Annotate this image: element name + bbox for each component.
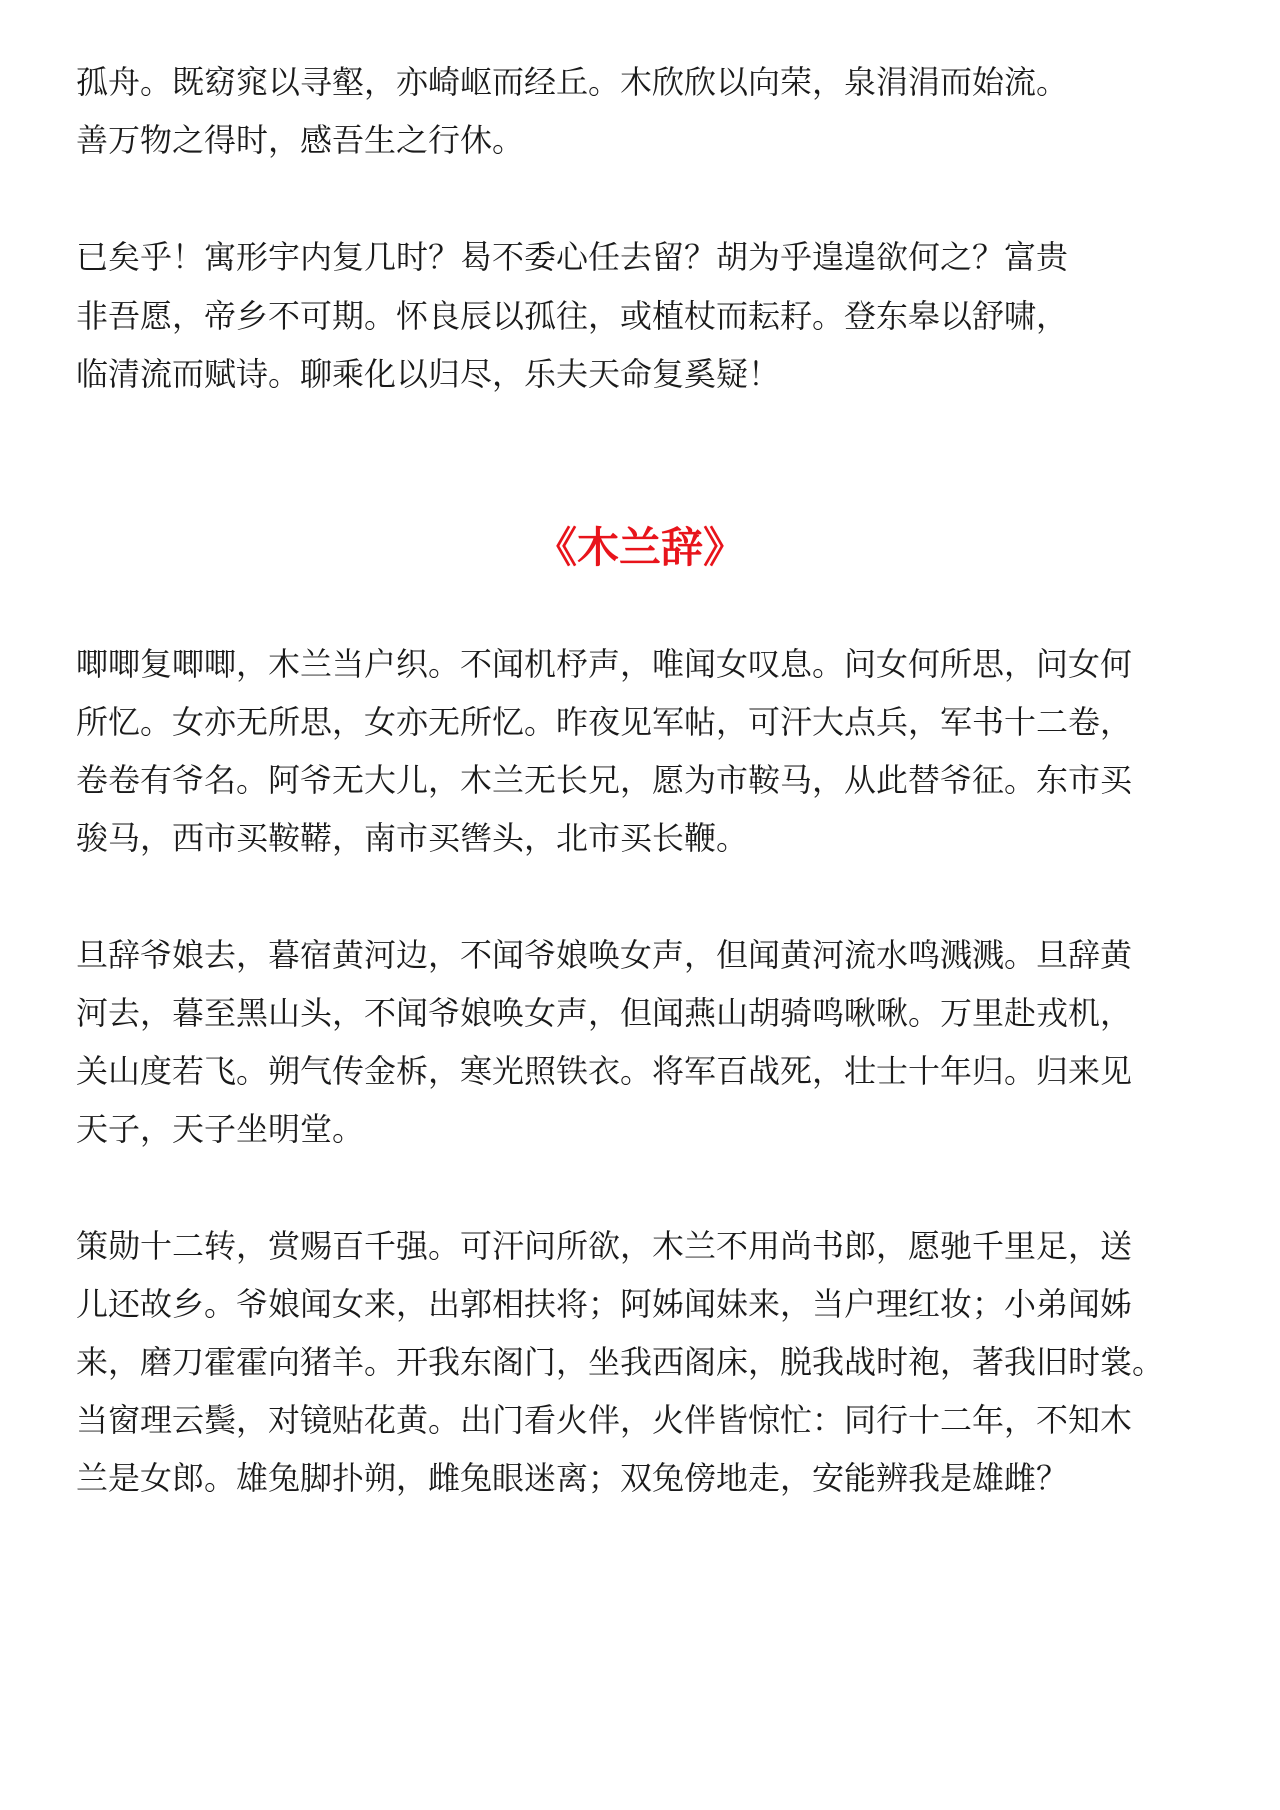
text-line: 策勋十二转，赏赐百千强。可汗问所欲，木兰不用尚书郎，愿驰千里足，送: [76, 1227, 1133, 1265]
text-line: 孤舟。既窈窕以寻壑，亦崎岖而经丘。木欣欣以向荣，泉涓涓而始流。: [76, 63, 1069, 101]
text-line: 兰是女郎。雄兔脚扑朔，雌兔眼迷离；双兔傍地走，安能辨我是雄雌？: [76, 1459, 1069, 1497]
text-line: 卷卷有爷名。阿爷无大儿，木兰无长兄，愿为市鞍马，从此替爷征。东市买: [76, 761, 1133, 799]
text-line: 儿还故乡。爷娘闻女来，出郭相扶将；阿姊闻妹来，当户理红妆；小弟闻姊: [76, 1285, 1133, 1323]
text-line: 河去，暮至黑山头，不闻爷娘唤女声，但闻燕山胡骑鸣啾啾。万里赴戎机，: [76, 994, 1133, 1032]
text-line: 旦辞爷娘去，暮宿黄河边，不闻爷娘唤女声，但闻黄河流水鸣溅溅。旦辞黄: [76, 936, 1133, 974]
section-title: 《木兰辞》: [534, 523, 745, 572]
text-line: 临清流而赋诗。聊乘化以归尽，乐夫天命复奚疑！: [76, 355, 781, 393]
text-line: 骏马，西市买鞍鞯，南市买辔头，北市买长鞭。: [76, 819, 749, 857]
text-line: 天子，天子坐明堂。: [76, 1110, 365, 1148]
text-line: 关山度若飞。朔气传金柝，寒光照铁衣。将军百战死，壮士十年归。归来见: [76, 1052, 1133, 1090]
text-line: 非吾愿，帝乡不可期。怀良辰以孤往，或植杖而耘耔。登东皋以舒啸，: [76, 297, 1069, 335]
text-line: 唧唧复唧唧，木兰当户织。不闻机杼声，唯闻女叹息。问女何所思，问女何: [76, 645, 1133, 683]
text-line: 当窗理云鬓，对镜贴花黄。出门看火伴，火伴皆惊忙：同行十二年，不知木: [76, 1401, 1133, 1439]
text-line: 来，磨刀霍霍向猪羊。开我东阁门，坐我西阁床，脱我战时袍，著我旧时裳。: [76, 1343, 1165, 1381]
text-line: 善万物之得时，感吾生之行休。: [76, 121, 525, 159]
text-line: 已矣乎！寓形宇内复几时？曷不委心任去留？胡为乎遑遑欲何之？富贵: [76, 238, 1069, 276]
text-line: 所忆。女亦无所思，女亦无所忆。昨夜见军帖，可汗大点兵，军书十二卷，: [76, 703, 1133, 741]
